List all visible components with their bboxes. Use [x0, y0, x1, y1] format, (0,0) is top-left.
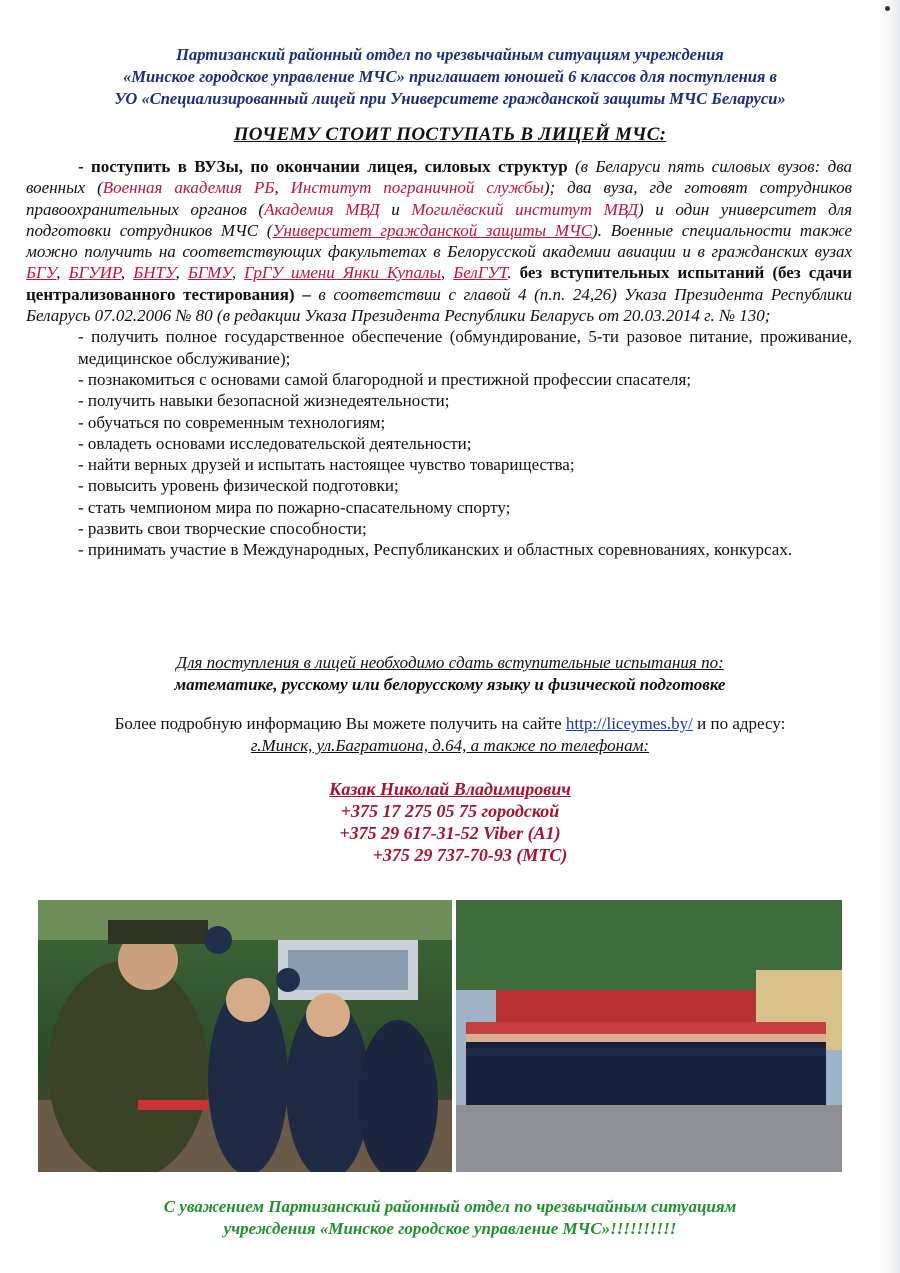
list-item: - овладеть основами исследовательской деятельности; [78, 433, 472, 453]
header-line-3: УО «Специализированный лицей при Университете гражданской защиты МЧС Беларуси» [114, 89, 786, 108]
lead-bold: - поступить в ВУЗы, по окончании лицея, силовых структур [78, 157, 568, 176]
main-text [26, 156, 852, 561]
phone-mts[interactable]: +375 29 737-70-93 (МТС) [372, 845, 568, 865]
info-line [0, 713, 900, 735]
link-ugz: Университет гражданской защиты МЧС [272, 220, 593, 240]
page-title: ПОЧЕМУ СТОИТ ПОСТУПАТЬ В ЛИЦЕЙ МЧС: [233, 124, 667, 145]
exam-line-1: Для поступления в лицей необходимо сдать вступительные испытания по: [176, 653, 724, 672]
link-grgu[interactable]: ГрГУ имени Янки Купалы [244, 263, 441, 283]
contact-name: Казак Николай Владимирович [329, 779, 571, 799]
link-border-institute: Институт пограничной службы [290, 178, 544, 198]
footer [0, 1196, 900, 1240]
list-item: - получить навыки безопасной жизнедеятельности; [78, 391, 450, 411]
list-item: - повысить уровень физической подготовки; [78, 476, 399, 496]
text-fragment: . [507, 263, 512, 283]
list-item: - стать чемпионом мира по пожарно-спасательному спорту; [78, 497, 511, 517]
lead-paragraph: - поступить в ВУЗы, по окончании лицея, силовых структур (в Беларуси пять силовых вузов: два военных (Военная академия РБ, Институт пограничной службы); два вуза, где готовят сотрудников правоохранительных органов (Академия МВД и Могилёвский институт МВД) и один университет для подготовки сотрудников МЧС (Университет гражданской защиты МЧС). Военные специальности также можно получить на соответствующих факультетах в Белорусской академии авиации и в гражданских вузах БГУ, БГУИР, БНТУ, БГМУ, ГрГУ имени Янки Купалы, БелГУТ. без вступительных испытаний (без сдачи централизованного тестирования) – в соответствии с главой 4 (п.п. 24,26) Указа Президента Республики Беларусь 07.02.2006 № 80 (в редакции Указа Президента Республики Беларусь от 20.03.2014 г. № 130; [26, 157, 853, 326]
list-item: - познакомиться с основами самой благородной и престижной профессии спасателя; [78, 369, 692, 389]
link-bntu[interactable]: БНТУ [133, 263, 176, 283]
footer-line-2: учреждения «Минское городское управление МЧС»!!!!!!!!!! [223, 1219, 677, 1238]
exam-line-2: математике, русскому или белорусскому языку и физической подготовке [174, 675, 726, 694]
paper-edge [878, 0, 900, 1273]
header [8, 44, 892, 110]
contact-block [0, 778, 900, 866]
phone-viber[interactable]: +375 29 617-31-52 Viber (А1) [339, 823, 561, 843]
footer-line-1: С уважением Партизанский районный отдел по чрезвычайным ситуациям [163, 1197, 737, 1216]
photo-strip [38, 900, 842, 1172]
text-fragment: и [379, 199, 412, 219]
list-item: - развить свои творческие способности; [78, 519, 367, 539]
benefits-list [26, 326, 852, 560]
list-item: - принимать участие в Международных, Республиканских и областных соревнованиях, конкурсах. [78, 540, 793, 560]
text-fragment: , [274, 178, 291, 198]
website-link[interactable]: http://liceymes.by/ [565, 714, 693, 733]
text-fragment: ); два вуза, где готовят сотрудников правоохранительных органов ( [26, 178, 852, 219]
header-line-2: «Минское городское управление МЧС» приглашает юношей 6 классов для поступления в [123, 67, 777, 86]
info-text: Более подробную информацию Вы можете получить на сайте [114, 714, 566, 733]
phone-city[interactable]: +375 17 275 05 75 городской [340, 801, 560, 821]
text-fragment: (в Беларуси пять силовых вузов: два военных ( [26, 157, 852, 198]
text-fragment: ). Военные специальности также можно получить на соответствующих факультетах в Белорусской академии авиации и в гражданских вузах [26, 220, 852, 262]
no-exams-bold: без вступительных испытаний (без сдачи централизованного тестирования) – [26, 263, 853, 304]
list-item: - обучаться по современным технологиям; [78, 412, 386, 432]
link-mogilev-institute: Могилёвский институт МВД [411, 199, 639, 219]
link-bgu[interactable]: БГУ [26, 263, 57, 283]
link-bguir[interactable]: БГУИР [68, 263, 121, 283]
more-info [0, 713, 900, 757]
link-mvd-academy: Академия МВД [264, 199, 380, 219]
header-line-1: Партизанский районный отдел по чрезвычайным ситуациям учреждения [176, 45, 724, 64]
photo-award-ceremony [38, 900, 452, 1172]
address: г.Минск, ул.Багратиона, д.64, а также по телефонам: [250, 736, 650, 755]
list-item: - получить полное государственное обеспечение (обмундирование, 5-ти разовое питание, проживание, медицинское обслуживание); [78, 327, 852, 368]
info-text: и по адресу: [692, 714, 786, 733]
link-bgmu[interactable]: БГМУ [187, 263, 232, 283]
list-item: - найти верных друзей и испытать настоящее чувство товарищества; [78, 455, 575, 475]
link-military-academy: Военная академия РБ [102, 178, 275, 198]
photo-group-parade [456, 900, 842, 1172]
scan-dot [885, 6, 890, 11]
text-fragment: ) и один университет для подготовки сотрудников МЧС ( [26, 199, 852, 240]
exam-info [0, 652, 900, 696]
text-fragment: в соответствии с главой 4 (п.п. 24,26) Указа Президента Республики Беларусь 07.02.2006 № 80 (в редакции Указа Президента Республики Беларусь от 20.03.2014 г. № 130; [26, 284, 852, 326]
link-belgut[interactable]: БелГУТ [453, 263, 508, 283]
